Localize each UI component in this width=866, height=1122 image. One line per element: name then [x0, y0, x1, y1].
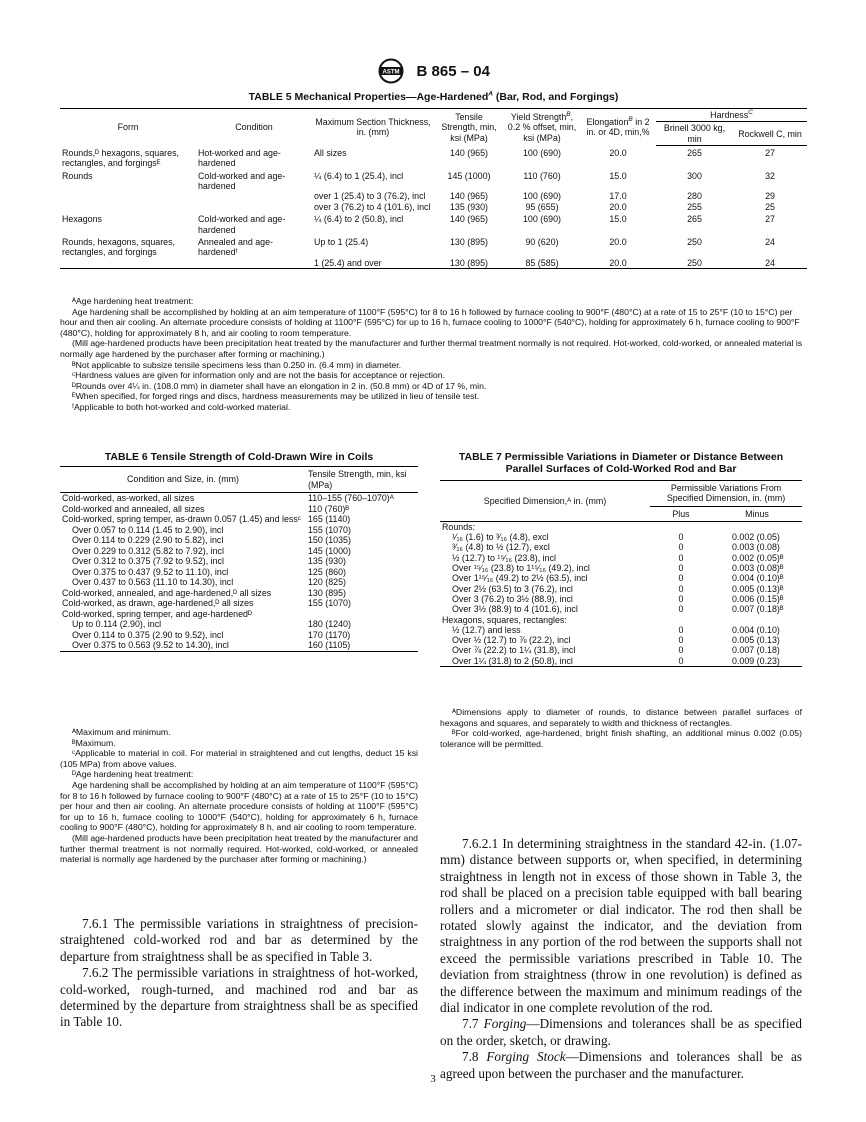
cell-minus: 0.006 (0.15)ᴮ	[732, 593, 784, 604]
cell-form: Rounds, hexagons, squares, rectangles, and forgings	[62, 236, 175, 258]
cell-plus	[650, 521, 712, 532]
cell-elongation: 20.0	[609, 201, 627, 212]
cell-condition: Over 0.437 to 0.563 (11.10 to 14.30), incl	[72, 577, 234, 587]
cell-tensile	[306, 609, 418, 620]
footnote: ᶜApplicable to material in coil. For material in straightened and cut lengths, deduct 15 ksi (105 MPa) from above values.	[60, 748, 418, 769]
cell-tensile: 130 (895)	[434, 258, 504, 269]
col-hardness: Hardness$^C$	[656, 109, 807, 122]
cell-thickness: 1 (25.4) and over	[312, 258, 434, 269]
cell-tensile: 140 (965)	[450, 191, 488, 202]
cell-dimension: ¹⁄₁₆ (1.6) to ³⁄₁₆ (4.8), excl	[452, 532, 549, 543]
table7-footnotes	[440, 707, 802, 749]
table5-title: TABLE 5 Mechanical Properties—Age-Hardened$^A$ (Bar, Rod, and Forgings)	[248, 90, 619, 103]
cell-condition: Over 0.375 to 0.563 (9.52 to 14.30), incl	[60, 640, 306, 651]
cell-brinell: 265	[687, 148, 702, 159]
cell-minus: 0.005 (0.13)ᴮ	[732, 583, 784, 594]
table-row	[60, 493, 418, 504]
cell-condition	[196, 202, 312, 212]
cell-dimension: Hexagons, squares, rectangles:	[442, 614, 567, 625]
table-row	[440, 625, 802, 635]
cell-tensile: 110 (760)ᴮ	[308, 503, 350, 514]
cell-condition: Hot-worked and age-hardened	[198, 147, 281, 169]
cell-minus	[712, 615, 802, 625]
cell-condition: Cold-worked, annealed, and age-hardened,ᴰ all sizes	[62, 587, 272, 598]
cell-minus: 0.005 (0.13)	[732, 635, 780, 646]
table-row	[440, 584, 802, 594]
cell-minus: 0.007 (0.18)ᴮ	[732, 604, 784, 615]
cell-yield: 90 (620)	[525, 236, 559, 247]
cell-condition: Cold-worked, as drawn, age-hardened,ᴰ all sizes	[62, 598, 254, 608]
table-row	[440, 615, 802, 625]
table-row	[60, 556, 418, 567]
table-row	[60, 546, 418, 557]
cell-condition: Annealed and age-hardenedᶠ	[198, 236, 274, 258]
table-row	[60, 630, 418, 641]
cell-plus: 0	[678, 542, 684, 553]
table7-col-minus: Minus	[712, 506, 802, 521]
col-rockwell: Rockwell C, min	[733, 122, 807, 146]
cell-tensile: 150 (1035)	[308, 535, 351, 545]
cell-brinell: 250	[687, 236, 702, 247]
cell-tensile: 140 (965)	[450, 214, 488, 225]
table-row	[60, 525, 418, 536]
cell-dimension: Over 1¹⁵⁄₁₆ (49.2) to 2½ (63.5), incl	[452, 573, 588, 584]
cell-dimension: Over ½ (12.7) to ⅞ (22.2), incl	[452, 635, 571, 646]
cell-dimension: Over ⅞ (22.2) to 1¼ (31.8), incl	[452, 645, 576, 656]
table-row	[440, 553, 802, 563]
cell-dimension: Over 2½ (63.5) to 3 (76.2), incl	[452, 583, 573, 594]
cell-dimension: Over 1¼ (31.8) to 2 (50.8), incl	[440, 656, 650, 667]
cell-yield: 100 (690)	[523, 191, 561, 202]
cell-tensile: 125 (860)	[308, 566, 346, 577]
footnote: ᴬAge hardening heat treatment:	[72, 296, 194, 306]
cell-form	[60, 202, 196, 212]
footnote: ᶠApplicable to both hot-worked and cold-worked material.	[72, 401, 291, 412]
cell-condition: Over 0.375 to 0.437 (9.52 to 11.10), incl	[72, 566, 229, 577]
cell-condition: Over 0.229 to 0.312 (5.82 to 7.92), incl	[72, 545, 224, 556]
table7-col-dimension: Specified Dimension,ᴬ in. (mm)	[440, 481, 650, 522]
cell-thickness: ¼ (6.4) to 1 (25.4), incl	[314, 170, 404, 181]
cell-condition: Over 0.114 to 0.375 (2.90 to 9.52), incl	[72, 629, 224, 640]
cell-brinell: 300	[687, 170, 702, 181]
table6-footnotes	[60, 727, 418, 865]
cell-yield: 110 (760)	[523, 170, 561, 181]
cell-dimension: ½ (12.7) to ¹⁵⁄₁₆ (23.8), incl	[452, 552, 556, 563]
cell-tensile: 155 (1070)	[308, 524, 351, 535]
cell-minus: 0.004 (0.10)ᴮ	[732, 573, 784, 584]
cell-elongation: 17.0	[609, 191, 627, 202]
cell-yield: 100 (690)	[523, 147, 561, 158]
footnote: ᴮFor cold-worked, age-hardened, bright finish shafting, an additional minus 0.002 (0.05) tolerance will be permitted.	[440, 728, 802, 749]
cell-plus: 0	[678, 532, 684, 543]
table5	[60, 108, 807, 269]
table5-footnotes	[60, 296, 807, 413]
cell-elongation: 20.0	[580, 258, 656, 269]
cell-rockwell: 27	[765, 214, 775, 225]
cell-condition: Cold-worked and age-hardened	[198, 170, 286, 191]
col-condition: Condition	[196, 109, 312, 146]
cell-tensile: 170 (1170)	[308, 629, 351, 640]
footnote: Age hardening shall be accomplished by holding at an aim temperature of 1100°F (595°C) for 8 to 16 h followed by furnace cooling to 900°F (480°C) at a rate of 15 to 25°F (10 to 15°C) per hour and then air cooling. An alternate procedure consists of holding at 1100°F (595°C) for up to 16 h, furnace cooling to 1000°F (540°C), holding for approximately 6 h, furnace cooling to 900°F (480°C), holding for approximately 8 h, and air cooling to room temperature.	[60, 306, 800, 338]
cell-dimension: Over 3½ (88.9) to 4 (101.6), incl	[452, 604, 578, 615]
cell-elongation: 15.0	[609, 214, 627, 225]
table-row	[440, 521, 802, 532]
table-row	[60, 577, 418, 588]
astm-logo-icon	[376, 58, 406, 84]
footnote: ᴬDimensions apply to diameter of rounds, to distance between parallel surfaces of hexagons and squares, and separately to width and thickness of rectangles.	[440, 707, 802, 728]
cell-condition: Cold-worked and age-hardened	[198, 214, 286, 235]
cell-form: Rounds,ᴰ hexagons, squares, rectangles, and forgingsᴱ	[62, 147, 179, 169]
table6-col-condition: Condition and Size, in. (mm)	[60, 467, 306, 493]
cell-condition: Cold-worked, spring temper, as-drawn 0.057 (1.45) and lessᶜ	[62, 514, 301, 524]
table-row	[60, 588, 418, 599]
cell-rockwell: 24	[733, 258, 807, 269]
page-number: 3	[430, 1073, 436, 1085]
cell-tensile: 130 (895)	[450, 236, 488, 247]
cell-tensile: 130 (895)	[308, 587, 346, 598]
cell-tensile: 180 (1240)	[308, 619, 351, 629]
table-row	[440, 573, 802, 583]
table-row	[60, 598, 418, 609]
cell-condition	[196, 191, 312, 201]
para-7-6-2-1: 7.6.2.1 In determining straightness in the standard 42-in. (1.07-mm) distance between supports or, when specified, in determining straightness in length not in excess of those shown in Table 3, the rod shall be placed on a precision table equipped with ball bearing rollers and a micrometer or dial indicator. The rod then shall be rotated slowly against the indicator, and the deviation from straightness in any portion of the rod between the supports shall not exceed the permissible variations prescribed in Table 10. The deviation from straightness (throw in one revolution) is defined as the difference between the maximum and minimum readings of the dial indicator in one complete revolution of the rod.	[440, 836, 802, 1016]
col-thickness: Maximum Section Thickness, in. (mm)	[312, 109, 434, 146]
cell-brinell: 255	[687, 201, 702, 212]
cell-minus: 0.003 (0.08)ᴮ	[732, 563, 784, 574]
cell-tensile: 110–155 (760–1070)ᴬ	[308, 493, 394, 503]
col-yield: Yield Strength$^B$, 0.2 % offset, min, ksi (MPa)	[504, 109, 580, 146]
table-row	[60, 514, 418, 525]
cell-dimension: ³⁄₁₆ (4.8) to ½ (12.7), excl	[452, 542, 550, 553]
para-7-6-2: 7.6.2 The permissible variations in straightness of hot-worked, cold-worked, rough-turned, and machined rod and bar as determined by the departure from straightness shall be as specified in Table 10.	[60, 965, 418, 1030]
cell-minus	[712, 521, 802, 532]
table-row	[60, 169, 807, 192]
cell-form: Hexagons	[62, 214, 102, 225]
cell-tensile: 165 (1140)	[308, 514, 351, 524]
table-row	[60, 202, 807, 212]
cell-condition: Cold-worked and annealed, all sizes	[62, 503, 205, 514]
table6-title: TABLE 6 Tensile Strength of Cold-Drawn Wire in Coils	[104, 451, 374, 463]
table-row	[60, 212, 807, 235]
cell-tensile: 120 (825)	[308, 577, 346, 587]
footnote: (Mill age-hardened products have been precipitation heat treated by the manufacturer and further thermal treatment normally is not required. Hot-worked, cold-worked, or annealed material is normally age hardened by the purchaser after forming or machining.)	[60, 338, 803, 359]
cell-plus: 0	[678, 563, 684, 574]
cell-condition: Over 0.057 to 0.114 (1.45 to 2.90), incl	[72, 524, 224, 535]
footnote: ᴬMaximum and minimum.	[72, 727, 171, 737]
cell-thickness: ¼ (6.4) to 2 (50.8), incl	[314, 214, 404, 225]
cell-plus: 0	[678, 593, 684, 604]
cell-rockwell: 24	[765, 236, 775, 247]
cell-rockwell: 29	[765, 191, 775, 202]
cell-plus: 0	[650, 656, 712, 667]
cell-dimension: Over ¹⁵⁄₁₆ (23.8) to 1¹⁵⁄₁₆ (49.2), incl	[452, 563, 590, 574]
cell-yield: 100 (690)	[523, 214, 561, 225]
left-column-text	[60, 916, 418, 1031]
table-row	[60, 535, 418, 546]
cell-brinell: 280	[687, 191, 702, 202]
cell-condition: Up to 0.114 (2.90), incl	[72, 619, 162, 629]
table-row	[60, 235, 807, 258]
cell-form	[60, 191, 196, 201]
cell-tensile: 140 (965)	[450, 147, 488, 158]
cell-minus: 0.002 (0.05)ᴮ	[732, 552, 784, 563]
table7-col-plus: Plus	[650, 506, 712, 521]
cell-plus: 0	[678, 624, 684, 635]
cell-tensile: 155 (1070)	[308, 598, 351, 608]
cell-form	[60, 258, 196, 269]
table-row	[60, 191, 807, 201]
para-7-7: 7.7 Forging—Dimensions and tolerances shall be as specified on the order, sketch, or drawing.	[440, 1016, 802, 1048]
col-brinell: Brinell 3000 kg, min	[656, 122, 733, 146]
table-row	[440, 656, 802, 667]
table-row	[60, 567, 418, 578]
table6	[60, 466, 418, 652]
footnote: (Mill age-hardened products have been precipitation heat treated by the manufacturer and further thermal treatment is not normally required. Hot-worked, cold-worked, or annealed material is normally age hardened by the purchaser after forming or machining.)	[60, 832, 418, 865]
right-column-text	[440, 836, 802, 1082]
cell-elongation: 20.0	[609, 236, 627, 247]
footnote: ᴮMaximum.	[72, 737, 116, 748]
page-header	[0, 58, 866, 84]
cell-rockwell: 27	[765, 148, 775, 159]
cell-rockwell: 25	[765, 201, 775, 212]
cell-yield: 95 (655)	[525, 201, 559, 212]
table7-col-variations: Permissible Variations From Specified Dimension, in. (mm)	[650, 481, 802, 507]
cell-condition: Over 0.312 to 0.375 (7.92 to 9.52), incl	[72, 556, 224, 566]
table-row	[60, 504, 418, 515]
cell-tensile: 135 (930)	[308, 556, 346, 566]
table7-title: TABLE 7 Permissible Variations in Diameter or Distance Between Parallel Surfaces of Cold-Worked Rod and Bar	[458, 451, 784, 475]
col-tensile: Tensile Strength, min, ksi (MPa)	[434, 109, 504, 146]
cell-plus: 0	[678, 583, 684, 594]
cell-plus: 0	[678, 604, 684, 615]
table-row	[440, 635, 802, 645]
table-row	[60, 619, 418, 630]
cell-plus: 0	[678, 635, 684, 646]
footnote: ᴰAge hardening heat treatment:	[72, 769, 194, 780]
cell-minus: 0.007 (0.18)	[732, 645, 780, 656]
cell-tensile: 145 (1000)	[447, 170, 491, 181]
footnote: Age hardening shall be accomplished by holding at an aim temperature of 1100°F (595°C) for 8 to 16 h followed by furnace cooling to 900°F (480°C) at a rate of 15 to 25°F (10 to 15°C) per hour and then air cooling. An alternate procedure consists of holding at 1100°F (595°C) for up to 16 h, furnace cooling to 1000°F (540°C), holding for approximately 6 h, furnace cooling to 900°F (480°C), holding for approximately 8 h, and air cooling to room temperature.	[60, 779, 418, 833]
cell-elongation: 20.0	[609, 147, 627, 158]
footnote: ᶜHardness values are given for information only and are not the basis for acceptance or rejection.	[72, 370, 445, 381]
cell-yield: 85 (585)	[504, 258, 580, 269]
table7	[440, 480, 802, 667]
table-row	[60, 609, 418, 620]
cell-rockwell: 32	[765, 170, 775, 181]
cell-plus: 0	[678, 645, 684, 656]
cell-condition: Cold-worked, spring temper, and age-hardenedᴰ	[62, 608, 252, 619]
cell-dimension: Rounds:	[442, 521, 476, 532]
document-id: B 865 – 04	[416, 62, 490, 80]
table-row	[440, 563, 802, 573]
cell-elongation: 15.0	[609, 170, 627, 181]
col-form: Form	[60, 109, 196, 146]
cell-thickness: over 3 (76.2) to 4 (101.6), incl	[314, 201, 431, 212]
cell-thickness: All sizes	[314, 147, 347, 158]
cell-plus: 0	[678, 552, 684, 563]
table-row	[440, 645, 802, 655]
cell-condition: Over 0.114 to 0.229 (2.90 to 5.82), incl	[72, 535, 224, 545]
cell-thickness: over 1 (25.4) to 3 (76.2), incl	[314, 191, 426, 202]
cell-brinell: 265	[687, 214, 702, 225]
footnote: ᴱWhen specified, for forged rings and discs, hardness measurements may be utilized in lieu of tensile test.	[72, 391, 480, 402]
table-row	[440, 542, 802, 552]
cell-tensile: 145 (1000)	[308, 545, 351, 556]
table-row	[60, 640, 418, 651]
table-row	[60, 146, 807, 169]
footnote: ᴮNot applicable to subsize tensile specimens less than 0.250 in. (6.4 mm) in diameter.	[72, 359, 402, 370]
footnote: ᴰRounds over 4¼ in. (108.0 mm) in diameter shall have an elongation in 2 in. (50.8 mm) or 4D of 17 %, min.	[72, 380, 487, 391]
table-row	[60, 258, 807, 269]
cell-condition	[196, 258, 312, 269]
cell-condition: Cold-worked, as-worked, all sizes	[62, 493, 195, 503]
cell-brinell: 250	[656, 258, 733, 269]
table-row	[440, 604, 802, 614]
cell-minus: 0.003 (0.08)	[732, 542, 780, 553]
cell-tensile: 135 (930)	[450, 201, 488, 212]
cell-dimension: Over 3 (76.2) to 3½ (88.9), incl	[452, 593, 573, 604]
table-row	[440, 594, 802, 604]
para-7-8: 7.8 Forging Stock—Dimensions and tolerances shall be as agreed upon between the purchaser and the manufacturer.	[440, 1049, 803, 1081]
cell-minus: 0.004 (0.10)	[732, 624, 780, 635]
cell-minus: 0.009 (0.23)	[712, 656, 802, 667]
table-row	[440, 532, 802, 542]
para-7-6-1: 7.6.1 The permissible variations in straightness of precision-straightened cold-worked rod and bar as determined by the departure from straightness shall be as specified in Table 3.	[60, 916, 418, 964]
cell-dimension: ½ (12.7) and less	[452, 624, 521, 635]
table6-col-tensile: Tensile Strength, min, ksi (MPa)	[306, 467, 418, 493]
cell-thickness: Up to 1 (25.4)	[314, 236, 369, 247]
cell-form: Rounds	[62, 170, 93, 181]
cell-plus: 0	[678, 573, 684, 584]
cell-tensile: 160 (1105)	[306, 640, 418, 651]
logo-text: ASTM	[382, 69, 400, 76]
cell-minus: 0.002 (0.05)	[732, 532, 780, 543]
col-elongation: Elongation$^B$ in 2 in. or 4D, min,%	[580, 109, 656, 146]
cell-plus	[650, 615, 712, 625]
